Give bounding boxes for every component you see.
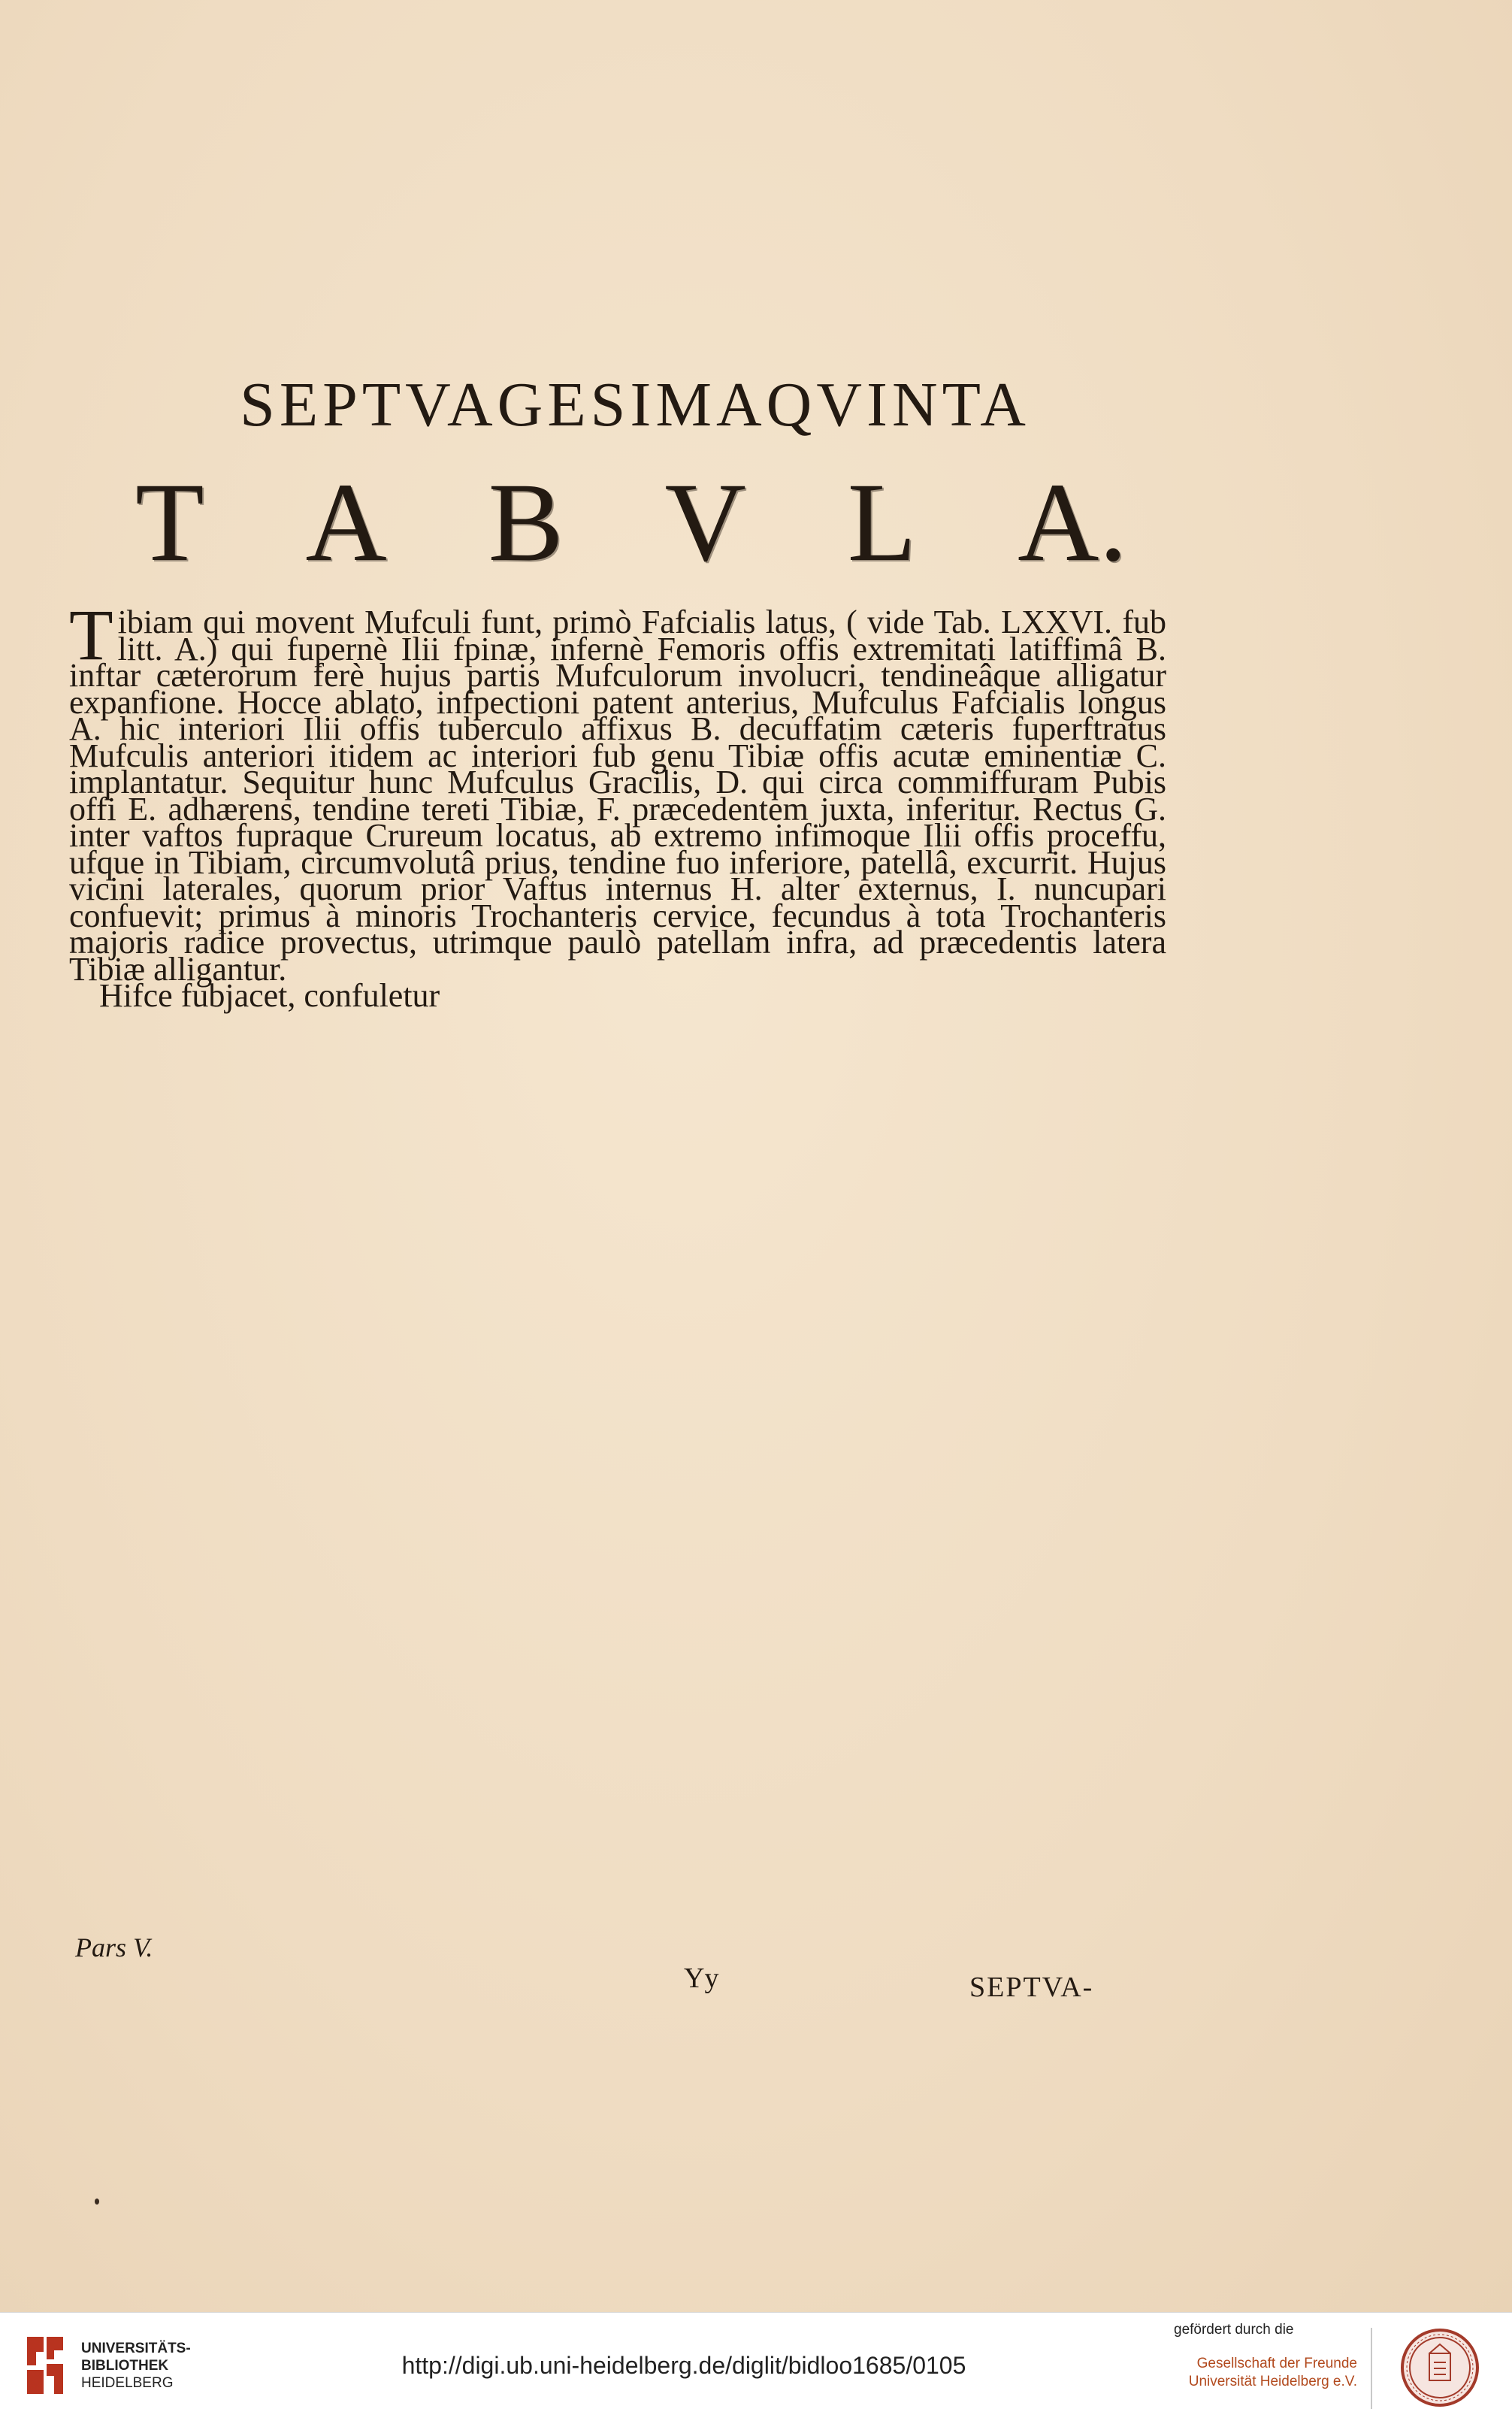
banner-divider <box>1371 2328 1372 2409</box>
title-letter: B <box>488 460 564 585</box>
library-logo-icon <box>21 2329 69 2401</box>
title-line-1: SEPTVAGESIMAQVINTA <box>240 370 1030 440</box>
paragraph-1-text: ibiam qui movent Mufculi funt, primò Fafcialis latus, ( vide Tab. LXXVI. fub litt. A.) qui fupernè Ilii fpinæ, infernè Femoris offis extremitati latiffimâ B. inftar cæterorum ferè hujus partis Mufculorum involucri, tendineâque alligatur expanfione. Hocce ablato, infpectioni patent anterius, Mufculus Fafcialis longus A. hic interiori Ilii offis tuberculo affixus B. decuffatim cæteris fuperftratus Mufculis anteriori itidem ac interiori fub genu Tibiæ offis acutæ eminentiæ C. implantatur. Sequitur hunc Mufculus Gracilis, D. qui circa commiffuram Pubis offi E. adhærens, tendine tereti Tibiæ, F. præcedentem juxta, inferitur. Rectus G. inter vaftos fupraque Crureum locatus, ab extremo infimoque Ilii offis proceffu, ufque in Tibiam, circumvolutâ prius, tendine fuo inferiore, patellâ, excurrit. Hujus vicini laterales, quorum prior Vaftus internus H. alter externus, I. nuncupari confuevit; primus à minoris Trochanteris cervice, fecundus à tota Trochanteris majoris radice provectus, utrimque paulò patellam infra, ad præcedentis latera Tibiæ alligantur. <box>69 604 1166 988</box>
title-letter: A. <box>1018 460 1127 585</box>
title-letter: A <box>305 460 387 585</box>
paragraph-2: Hifce fubjacet, confuletur <box>99 977 440 1014</box>
title-letter: L <box>847 460 917 585</box>
sponsor-name-line-2: Universität Heidelberg e.V. <box>1188 2374 1357 2389</box>
footer-signature-mark: Yy <box>684 1963 719 1994</box>
title-letter: V <box>664 460 746 585</box>
sponsor-label: gefördert durch die <box>1174 2322 1294 2338</box>
library-name <box>81 2340 191 2392</box>
sponsor-name-line-1: Gesellschaft der Freunde <box>1196 2356 1357 2371</box>
library-name-line-3: HEIDELBERG <box>81 2375 174 2391</box>
footer-catchword: SEPTVA- <box>969 1972 1094 2003</box>
body-text <box>69 595 1166 1014</box>
library-name-line-1: UNIVERSITÄTS- <box>81 2341 191 2356</box>
paper-speck <box>95 2199 99 2205</box>
digitization-banner <box>0 2312 1512 2421</box>
footer-part-label: Pars V. <box>75 1932 153 1963</box>
title-line-2 <box>135 460 1127 585</box>
title-letter: T <box>135 460 204 585</box>
permalink-url[interactable]: http://digi.ub.uni-heidelberg.de/diglit/bidloo1685/0105 <box>401 2352 966 2379</box>
university-seal-icon <box>1392 2326 1488 2409</box>
library-name-line-2: BIBLIOTHEK <box>81 2358 169 2374</box>
paragraph-1 <box>69 595 1166 988</box>
sponsor-name <box>1174 2355 1357 2391</box>
drop-cap: T <box>69 595 113 675</box>
